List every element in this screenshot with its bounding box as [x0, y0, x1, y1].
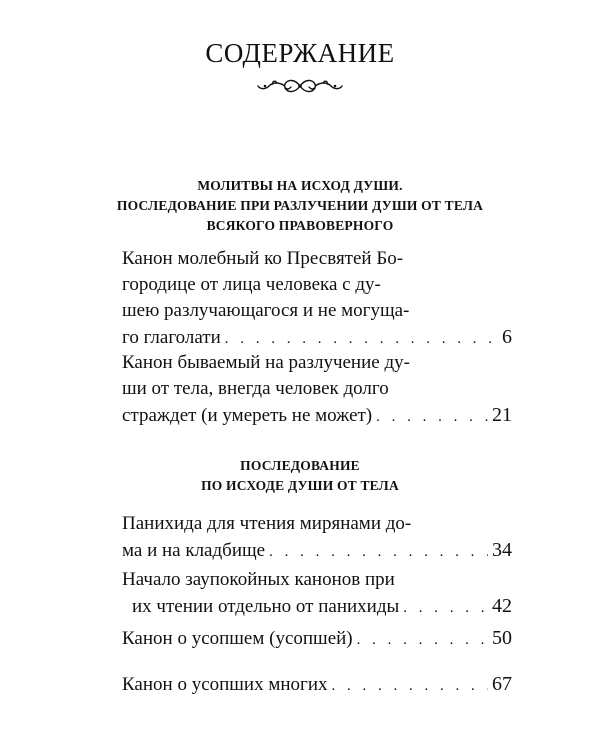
toc-entry-line: страждет (и умереть не может): [122, 405, 373, 426]
page-number: 50: [492, 627, 512, 649]
section-heading-line: МОЛИТВЫ НА ИСХОД ДУШИ.: [197, 178, 403, 193]
decorative-flourish-icon: [255, 76, 345, 96]
page-number: 34: [492, 539, 512, 561]
page-number: 6: [502, 326, 512, 348]
toc-entry-line: ши от тела, внегда человек долго: [122, 378, 389, 399]
toc-entry-line: Канон о усопшем (усопшей): [122, 628, 353, 649]
section-heading-line: ВСЯКОГО ПРАВОВЕРНОГО: [206, 218, 394, 233]
section-heading-line: ПОСЛЕДОВАНИЕ ПРИ РАЗЛУЧЕНИИ ДУШИ ОТ ТЕЛА: [116, 198, 484, 213]
toc-entry-line: Начало заупокойных канонов при: [122, 569, 395, 590]
toc-entry-line: ма и на кладбище: [122, 540, 266, 561]
dot-leader: [225, 326, 498, 352]
page-number: 21: [492, 404, 512, 426]
dot-leader: [269, 539, 488, 565]
toc-entry-line: их чтении отдельно от панихиды: [132, 596, 400, 617]
toc-entry-line: Канон бываемый на разлучение ду-: [122, 352, 410, 373]
toc-entry-line: го глаголати: [122, 327, 221, 348]
toc-entry[interactable]: [122, 511, 512, 565]
toc-entry-line: Панихида для чтения мирянами до-: [122, 513, 412, 534]
page-number: 42: [492, 595, 512, 617]
dot-leader: [332, 673, 489, 699]
dot-leader: [376, 404, 488, 430]
toc-entry[interactable]: [122, 567, 512, 621]
toc-entry[interactable]: [122, 350, 512, 430]
toc-entry-line: Канон о усопших многих: [122, 674, 328, 695]
section-heading-line: ПОСЛЕДОВАНИЕ: [240, 458, 360, 473]
page-title: СОДЕРЖАНИЕ: [205, 38, 395, 68]
page-number: 67: [492, 673, 512, 695]
toc-entry-line: городице от лица человека с ду-: [122, 274, 381, 295]
dot-leader: [357, 627, 488, 653]
section-heading: [60, 176, 540, 236]
section-heading: [60, 456, 540, 496]
toc-entry[interactable]: [122, 246, 512, 352]
toc-entry-line: Канон молебный ко Пресвятей Бо-: [122, 248, 404, 269]
toc-entry[interactable]: [122, 671, 512, 699]
section-heading-line: ПО ИСХОДЕ ДУШИ ОТ ТЕЛА: [201, 478, 399, 493]
toc-entry[interactable]: [122, 625, 512, 653]
dot-leader: [403, 595, 488, 621]
toc-entry-line: шею разлучающагося и не могуща-: [122, 300, 410, 321]
